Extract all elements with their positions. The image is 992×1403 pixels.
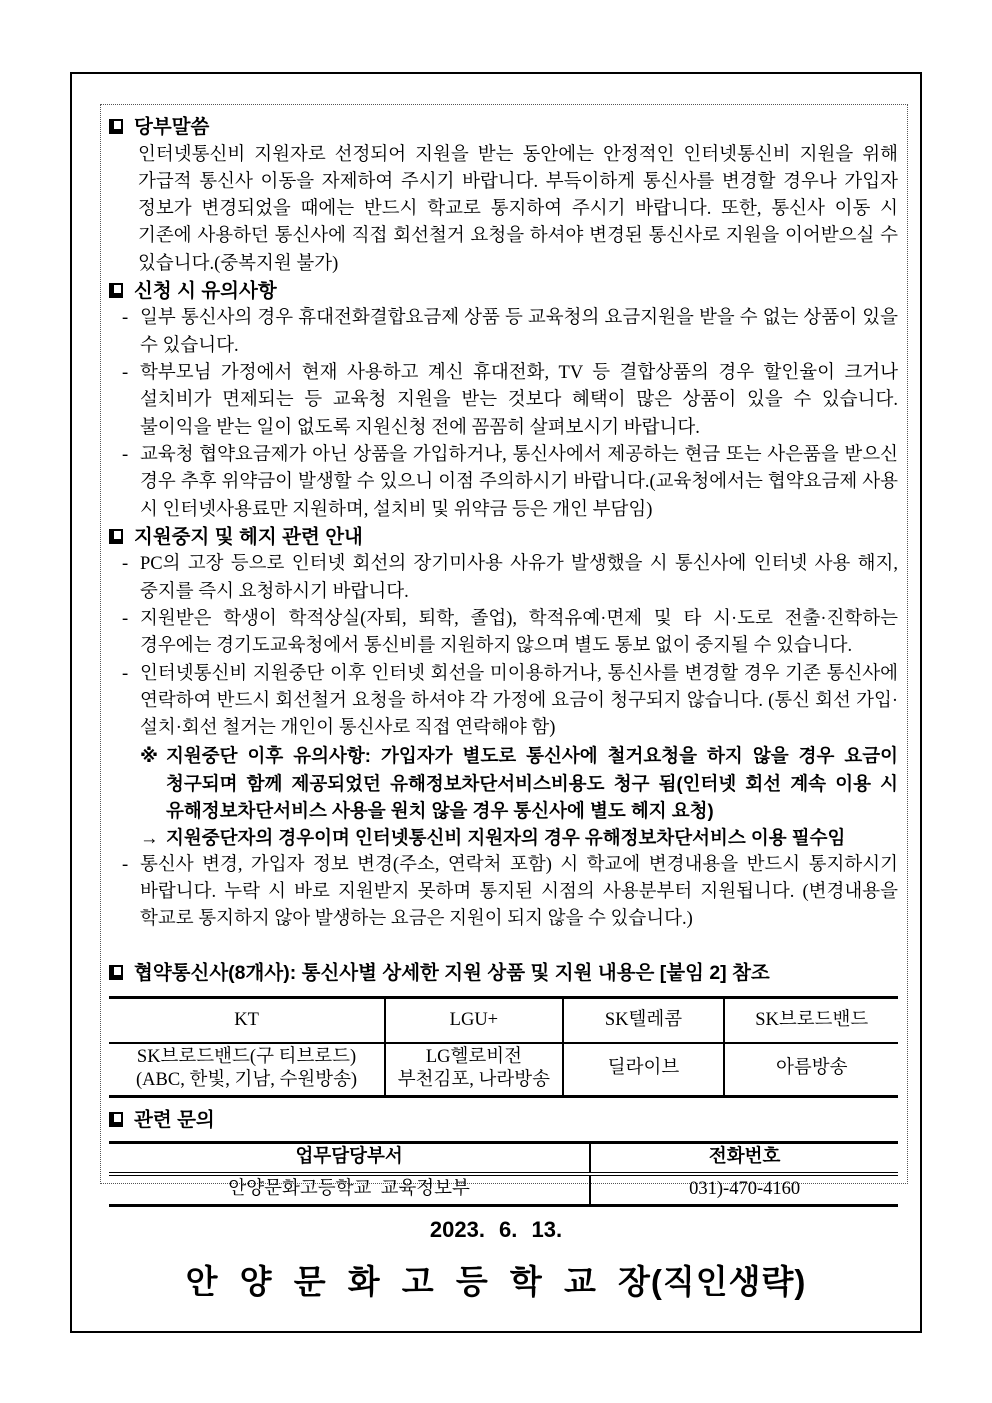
contact-header-row xyxy=(109,1143,898,1174)
stop-bullet-text: 통신사 변경, 가입자 정보 변경(주소, 연락처 포함) 시 학교에 변경내용을 반드시 통지하시기 바랍니다. 누락 시 바로 지원받지 못하며 통지된 시점의 사용분부터 지원됩니다. (변경내용을 학교로 통지하지 않아 발생하는 요금은 지원이 되지 않을 수 있습니다.) xyxy=(140,854,898,930)
dash-bullet: - xyxy=(122,363,129,384)
contact-department-value: 안양문화고등학교 교육정보부 xyxy=(228,1179,470,1200)
checkbox-bullet-icon xyxy=(109,529,123,544)
section-apply-header xyxy=(109,278,898,306)
carrier-cell xyxy=(563,1043,725,1097)
dash-bullet: - xyxy=(122,444,129,465)
carrier-cell xyxy=(109,1043,385,1097)
stop-bullet-item xyxy=(122,551,898,606)
dash-bullet: - xyxy=(122,554,129,575)
contact-header-phone: 전화번호 xyxy=(590,1143,898,1174)
arrow-right-icon: → xyxy=(140,827,159,849)
document-date: 2023. 6. 13. xyxy=(429,1217,563,1242)
carriers-header-row xyxy=(109,998,898,1043)
document-outer-border xyxy=(70,72,922,1333)
dash-bullet: - xyxy=(122,608,129,629)
apply-bullet-item xyxy=(122,305,898,360)
reference-mark-icon: ※ xyxy=(140,745,158,767)
section-request-body: 인터넷통신비 지원자로 선정되어 지원을 받는 동안에는 안정적인 인터넷통신비 지원을 위해 가급적 통신사 이동을 자제하여 주시기 바랍니다. 부득이하게 통신사를 변경할 경우나 가입자 정보가 변경되었을 때에는 반드시 학교로 통지하여 주시기 바랍니다. 또한, 통신사 이동 시 기존에 사용하던 통신사에 직접 회선철거 요청을 하셔야 변경된 통신사로 지원을 이어받으실 수 있습니다.(중복지원 불가) xyxy=(138,144,898,274)
contact-section-header xyxy=(109,1107,898,1135)
section-apply-title: 신청 시 유의사항 xyxy=(134,279,277,302)
stop-arrow-text: 지원중단자의 경우이며 인터넷통신비 지원자의 경우 유해정보차단서비스 이용 필수임 xyxy=(166,827,846,849)
carrier-cell-line: 부천김포, 나라방송 xyxy=(397,1070,550,1091)
notice-content-box xyxy=(100,104,908,1200)
carrier-cell-line: (ABC, 한빛, 기남, 수원방송) xyxy=(136,1070,358,1091)
principal-signature: 안 양 문 화 고 등 학 교 장(직인생략) xyxy=(185,1263,807,1300)
stop-bullet-item xyxy=(122,606,898,661)
apply-bullet-text: 교육청 협약요금제가 아닌 상품을 가입하거나, 통신사에서 제공하는 현금 또는 사은품을 받으신 경우 추후 위약금이 발생할 수 있으니 이점 주의하시기 바랍니다.(교육청에서는 협약요금제 사용 시 인터넷사용료만 지원하며, 설치비 및 위약금 등은 개인 부담임) xyxy=(140,444,898,520)
checkbox-bullet-icon xyxy=(109,1112,123,1127)
carrier-cell-line: 아름방송 xyxy=(775,1058,848,1079)
carrier-cell-line: LG헬로비전 xyxy=(425,1046,522,1067)
stop-warning-note xyxy=(140,742,898,824)
carrier-header-cell: SK텔레콤 xyxy=(563,998,725,1043)
stop-bullet-item xyxy=(122,852,898,934)
carriers-section-header xyxy=(109,960,898,988)
contact-body-row xyxy=(109,1174,898,1206)
checkbox-bullet-icon xyxy=(109,119,123,134)
apply-bullet-text: 학부모님 가정에서 현재 사용하고 계신 휴대전화, TV 등 결합상품의 경우 할인율이 크거나 설치비가 면제되는 등 교육청 지원을 받는 것보다 혜택이 많은 상품이 있을 수 있습니다. 불이익을 받는 일이 없도록 지원신청 전에 꼼꼼히 살펴보시기 바랍니다. xyxy=(140,363,898,438)
apply-bullet-item xyxy=(122,360,898,442)
document-footer xyxy=(72,1217,920,1303)
section-stop-header xyxy=(109,524,898,552)
carrier-header-cell: KT xyxy=(109,998,385,1043)
carriers-table xyxy=(109,996,898,1098)
stop-bullet-text: PC의 고장 등으로 인터넷 회선의 장기미사용 사유가 발생했을 시 통신사에 인터넷 사용 해지, 중지를 즉시 요청하시기 바랍니다. xyxy=(140,554,898,602)
section-request-header xyxy=(109,114,898,142)
carriers-body-row xyxy=(109,1043,898,1097)
checkbox-bullet-icon xyxy=(109,283,123,298)
stop-bullet-text: 지원받은 학생이 학적상실(자퇴, 퇴학, 졸업), 학적유예·면제 및 타 시·도로 전출·진학하는 경우에는 경기도교육청에서 통신비를 지원하지 않으며 별도 통보 없이 중지될 수 있습니다. xyxy=(140,608,898,657)
apply-bullet-item xyxy=(122,442,898,524)
contact-header-department: 업무담당부서 xyxy=(109,1143,590,1174)
carrier-header-cell: SK브로드밴드 xyxy=(724,998,898,1043)
stop-warning-text: 지원중단 이후 유의사항: 가입자가 별도로 통신사에 철거요청을 하지 않을 경우 요금이 청구되며 함께 제공되었던 유해정보차단서비스비용도 청구 됨(인터넷 회선 계속 이용 시 유해정보차단서비스 사용을 원치 않을 경우 통신사에 별도 헤지 요청) xyxy=(166,745,898,822)
carrier-cell-line: 딜라이브 xyxy=(607,1058,680,1079)
section-request-title: 당부말씀 xyxy=(134,116,210,138)
carrier-cell xyxy=(724,1043,898,1097)
stop-arrow-note xyxy=(140,824,898,851)
dash-bullet: - xyxy=(122,854,129,875)
dash-bullet: - xyxy=(122,308,129,329)
checkbox-bullet-icon xyxy=(109,965,123,980)
contact-table xyxy=(109,1141,898,1207)
dash-bullet: - xyxy=(122,663,129,684)
carrier-cell xyxy=(385,1043,563,1097)
apply-bullet-text: 일부 통신사의 경우 휴대전화결합요금제 상품 등 교육청의 요금지원을 받을 수 없는 상품이 있을 수 있습니다. xyxy=(140,308,898,356)
contact-phone-value: 031)-470-4160 xyxy=(590,1174,898,1206)
contact-section-title: 관련 문의 xyxy=(134,1108,215,1131)
stop-bullet-text: 인터넷통신비 지원중단 이후 인터넷 회선을 미이용하거나, 통신사를 변경할 경우 기존 통신사에 연락하여 반드시 회선철거 요청을 하셔야 각 가정에 요금이 청구되지 않습니다. (통신 회선 가입·설치·회선 철거는 개인이 통신사로 직접 연락해야 함) xyxy=(140,663,898,739)
carriers-section-title: 협약통신사(8개사): 통신사별 상세한 지원 상품 및 지원 내용은 [붙임 2] 참조 xyxy=(134,961,770,984)
section-stop-title: 지원중지 및 헤지 관련 안내 xyxy=(134,525,363,548)
stop-bullet-item xyxy=(122,661,898,743)
carrier-cell-line: SK브로드밴드(구 티브로드) xyxy=(136,1046,357,1067)
carrier-header-cell: LGU+ xyxy=(385,998,563,1043)
